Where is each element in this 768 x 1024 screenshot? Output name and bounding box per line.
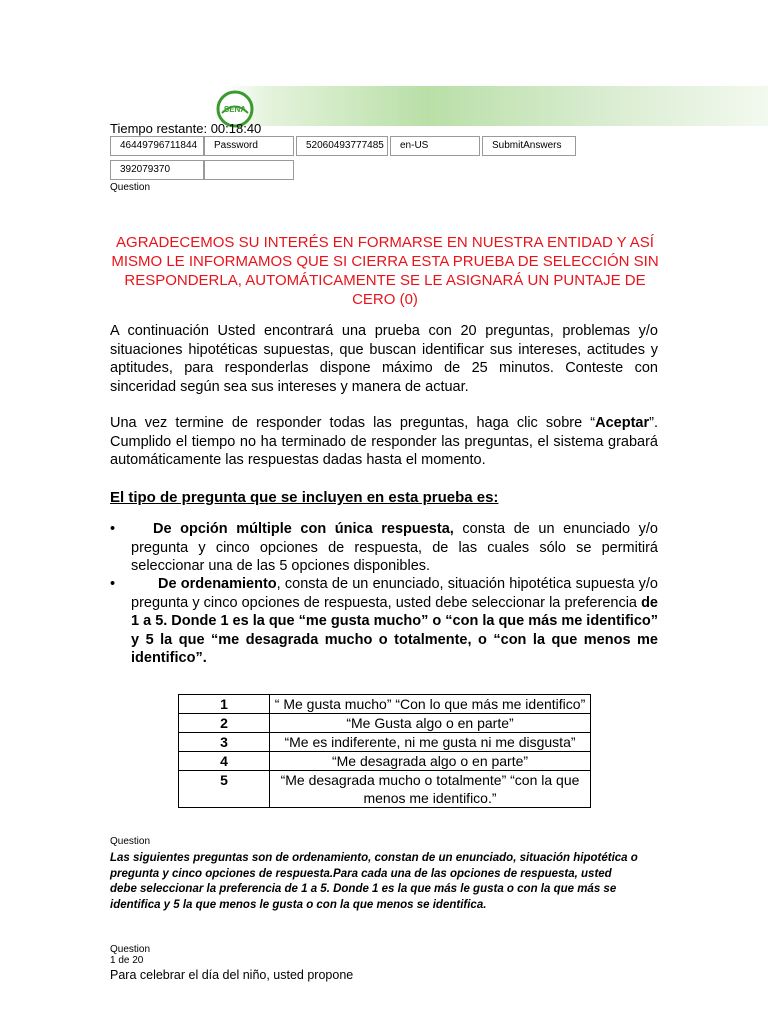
- bullet-1-title: De opción múltiple con única respuesta,: [153, 521, 454, 537]
- id-field[interactable]: 46449796711844: [110, 136, 204, 156]
- bullet-2-title: De ordenamiento: [158, 576, 277, 592]
- submit-answers-button[interactable]: SubmitAnswers: [482, 136, 576, 156]
- scale-number: 1: [179, 695, 270, 714]
- bullet-2-bold: de 1 a 5. Donde 1 es la que “me gusta mucho” o “con la que más me identifico” y 5 la que “me desagrada mucho o totalmente, o “con la que menos me identifico”.: [131, 594, 658, 666]
- bullet-2-text: , consta de un enunciado, situación hipotética supuesta y/o pregunta y cinco opciones de respuesta, usted debe seleccionar la preferencia: [131, 576, 658, 611]
- scale-text: “Me desagrada mucho o totalmente” “con la que menos me identifico.”: [270, 771, 591, 808]
- warning-notice: AGRADECEMOS SU INTERÉS EN FORMARSE EN NUESTRA ENTIDAD Y ASÍ MISMO LE INFORMAMOS QUE SI CIERRA ESTA PRUEBA DE SELECCIÓN SIN RESPONDERLA, AUTOMÁTICAMENTE SE LE ASIGNARÁ UN PUNTAJE DE CERO (0): [111, 234, 659, 308]
- question-label: Question: [110, 182, 151, 193]
- question-label: Question: [110, 944, 151, 955]
- table-row: [179, 771, 591, 808]
- timer-label: Tiempo restante:: [110, 121, 208, 136]
- bullet-multiple-choice: [110, 520, 658, 576]
- scale-text: “Me desagrada algo o en parte”: [270, 752, 591, 771]
- scale-number: 4: [179, 752, 270, 771]
- preference-scale-table: [178, 694, 591, 808]
- accept-paragraph: [110, 414, 658, 470]
- password-field[interactable]: Password: [204, 136, 294, 156]
- bullet-ordering: [110, 575, 658, 665]
- empty-field[interactable]: [204, 160, 294, 180]
- header-banner: [200, 86, 768, 126]
- timer: [110, 121, 261, 136]
- token-field[interactable]: 52060493777485: [296, 136, 388, 156]
- table-row: [179, 752, 591, 771]
- question-counter: 1 de 20: [110, 955, 144, 966]
- bullet-dot: •: [110, 521, 116, 537]
- scale-number: 3: [179, 733, 270, 752]
- accept-before: Una vez termine de responder todas las preguntas, haga clic sobre “: [110, 415, 596, 431]
- question-types-heading: El tipo de pregunta que se incluyen en esta prueba es:: [110, 489, 499, 506]
- scale-text: “Me es indiferente, ni me gusta ni me disgusta”: [270, 733, 591, 752]
- accept-after: ”.: [649, 415, 658, 431]
- logo-text: SENA: [223, 105, 247, 114]
- locale-field[interactable]: en-US: [390, 136, 480, 156]
- table-row: [179, 733, 591, 752]
- table-row: [179, 714, 591, 733]
- question-prompt: Para celebrar el día del niño, usted propone: [110, 968, 354, 982]
- ordering-instructions: Las siguientes preguntas son de ordenamiento, constan de un enunciado, situación hipotética o pregunta y cinco opciones de respuesta.Para cada una de las opciones de respuesta, usted debe seleccionar la preferencia de 1 a 5. Donde 1 es la que más le gusta o con la que más se identifica y 5 la que menos le gusta o con la que menos se identifica.: [110, 852, 638, 911]
- session-field[interactable]: 392079370: [110, 160, 204, 180]
- bullet-dot: •: [110, 576, 116, 592]
- scale-number: 2: [179, 714, 270, 733]
- table-row: [179, 695, 591, 714]
- scale-text: “ Me gusta mucho” “Con lo que más me identifico”: [270, 695, 591, 714]
- bullet-1-text: consta de un enunciado y/o pregunta y cinco opciones de respuesta, de las cuales sólo se permitirá seleccionar una de las 5 opciones disponibles.: [131, 521, 658, 574]
- scale-text: “Me Gusta algo o en parte”: [270, 714, 591, 733]
- scale-number: 5: [179, 771, 270, 808]
- timer-value: 00:18:40: [210, 121, 262, 136]
- question-label: Question: [110, 836, 151, 847]
- intro-paragraph: A continuación Usted encontrará una prueba con 20 preguntas, problemas y/o situaciones hipotéticas supuestas, que buscan identificar sus intereses, actitudes y aptitudes, para responderlas dispone máximo de 25 minutos. Conteste con sinceridad según sea sus intereses y manera de actuar.: [110, 323, 658, 395]
- accept-rest: Cumplido el tiempo no ha terminado de responder las preguntas, el sistema grabará automáticamente las respuestas dadas hasta el momento.: [110, 433, 658, 468]
- accept-word: Aceptar: [595, 415, 650, 431]
